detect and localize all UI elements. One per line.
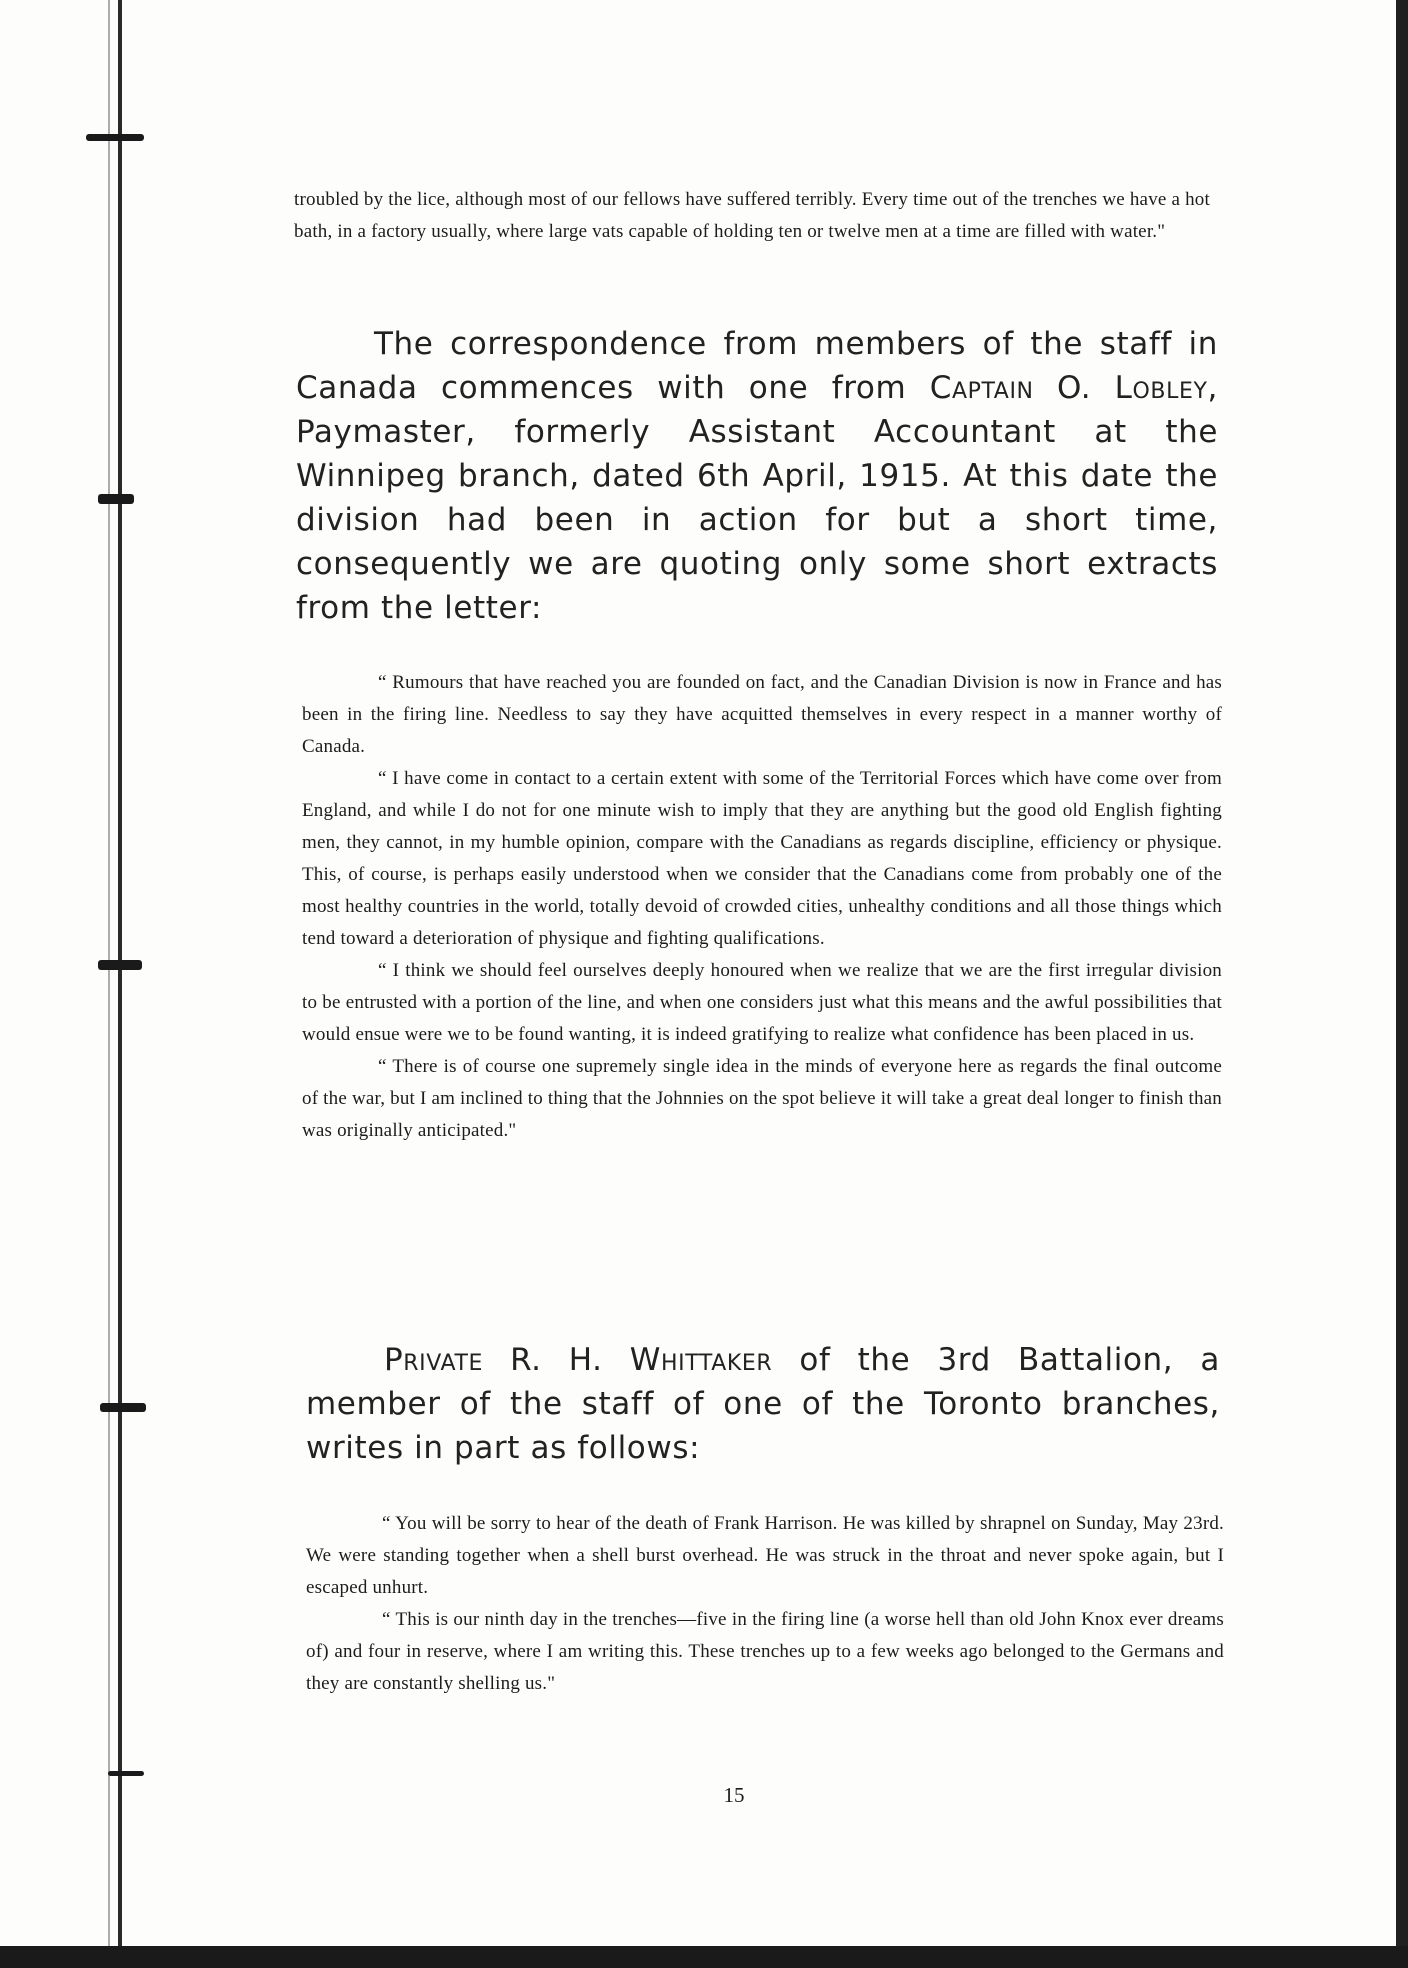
continuation-paragraph xyxy=(294,184,1210,248)
whittaker-quote-paragraph: “ This is our ninth day in the trenches—five in the firing line (a worse hell than old John Knox ever dreams of) and four in reserve, where I am writing this. These trenches up to a few weeks ago belonged to the Germans and they are constantly shelling us." xyxy=(306,1609,1224,1694)
lobley-quote-paragraph: “ I think we should feel ourselves deeply honoured when we realize that we are the first irregular division to be entrusted with a portion of the line, and when one considers just what this means and the awful possibilities that would ensue were we to be found wanting, it is indeed gratifying to realize what confidence has been placed in us. xyxy=(302,960,1222,1045)
whittaker-quote-block xyxy=(306,1508,1224,1700)
binding-stitch xyxy=(98,960,142,970)
binding-stitch xyxy=(108,1771,144,1776)
lobley-name: Captain O. Lobley xyxy=(929,370,1208,406)
binding-shadow xyxy=(108,0,110,1948)
binding-stitch xyxy=(86,134,144,141)
binding-stitch xyxy=(98,494,134,504)
whittaker-name: Private R. H. Whittaker xyxy=(384,1342,773,1378)
lobley-quote-paragraph: “ I have come in contact to a certain extent with some of the Territorial Forces which have come over from England, and while I do not for one minute wish to imply that they are anything but the good old English fighting men, they cannot, in my humble opinion, compare with the Canadians as regards discipline, efficiency or physique. This, of course, is perhaps easily understood when we consider that the Canadians come from probably one of the most healthy countries in the world, totally devoid of crowded cities, unhealthy conditions and all those things which tend toward a deterioration of physique and fighting qualifications. xyxy=(302,768,1222,949)
lobley-intro-after: , Paymaster, formerly Assistant Accountant at the Winnipeg branch, dated 6th April, 1915. At this date the division had been in action for but a short time, consequently we are quoting only some short extracts from the letter: xyxy=(296,370,1218,626)
lobley-intro-text xyxy=(296,322,1218,630)
lobley-quote-paragraph: “ There is of course one supremely single idea in the minds of everyone here as regards the final outcome of the war, but I am inclined to thing that the Johnnies on the spot believe it will take a great deal longer to finish than was originally anticipated." xyxy=(302,1056,1222,1141)
continuation-text: troubled by the lice, although most of our fellows have suffered terribly. Every time out of the trenches we have a hot bath, in a factory usually, where large vats capable of holding ten or twelve men at a time are filled with water." xyxy=(294,189,1210,242)
page-edge-bottom xyxy=(0,1946,1408,1968)
lobley-quote-paragraph: “ Rumours that have reached you are founded on fact, and the Canadian Division is now in France and has been in the firing line. Needless to say they have acquitted themselves in every respect in a manner worthy of Canada. xyxy=(302,672,1222,757)
page-edge-right xyxy=(1396,0,1408,1968)
lobley-intro-before: The correspondence from members of the staff in Canada commences with one from xyxy=(296,326,1218,406)
lobley-intro-paragraph xyxy=(296,322,1218,630)
whittaker-intro-text xyxy=(306,1338,1220,1470)
page-number: 15 xyxy=(723,1783,745,1807)
lobley-quote-block xyxy=(302,667,1222,1147)
binding-rule xyxy=(118,0,122,1948)
whittaker-quote-paragraph: “ You will be sorry to hear of the death of Frank Harrison. He was killed by shrapnel on Sunday, May 23rd. We were standing together when a shell burst overhead. He was struck in the throat and never spoke again, but I escaped unhurt. xyxy=(306,1513,1224,1598)
whittaker-intro-after: of the 3rd Battalion, a member of the staff of one of the Toronto branches, writes in part as follows: xyxy=(306,1342,1220,1466)
whittaker-intro-paragraph xyxy=(306,1338,1220,1470)
binding-stitch xyxy=(100,1403,146,1412)
